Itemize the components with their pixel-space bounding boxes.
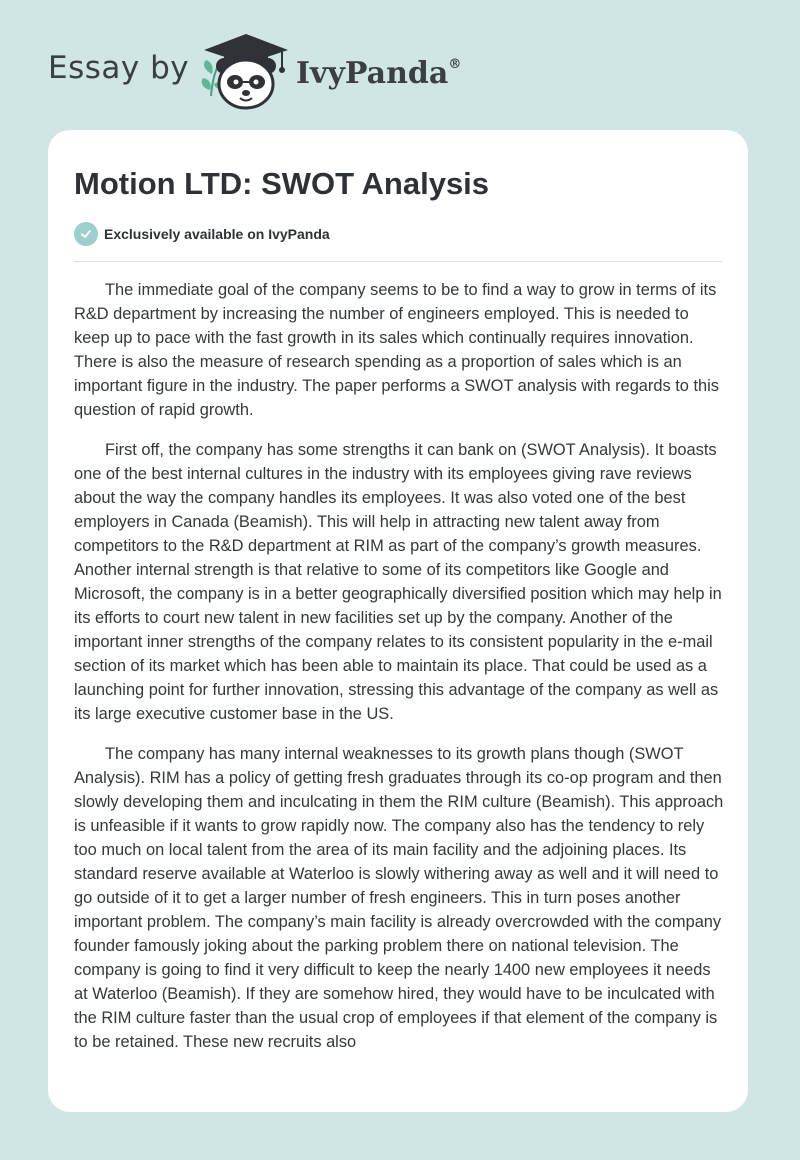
exclusive-label: Exclusively available on IvyPanda bbox=[104, 226, 330, 242]
brand-text: IvyPanda bbox=[296, 56, 449, 91]
essay-by-label: Essay by bbox=[48, 50, 190, 86]
registered-mark: ® bbox=[448, 57, 462, 72]
article-body bbox=[74, 278, 724, 1070]
site-header bbox=[0, 0, 800, 130]
ivypanda-logo-icon[interactable] bbox=[198, 30, 294, 110]
check-icon bbox=[74, 222, 98, 246]
article-card bbox=[48, 130, 748, 1112]
exclusive-badge bbox=[74, 222, 330, 246]
divider bbox=[74, 261, 722, 262]
paragraph: The immediate goal of the company seems to be to find a way to grow in terms of its R&D department by increasing the number of engineers employed. This is needed to keep up to pace with the fast growth in its sales which continually requires innovation. There is also the measure of research spending as a proportion of sales which is an important figure in the industry. The paper performs a SWOT analysis with regards to this question of rapid growth. bbox=[74, 281, 719, 419]
paragraph: First off, the company has some strengths it can bank on (SWOT Analysis). It boasts one of the best internal cultures in the industry with its employees giving rave reviews about the way the company handles its employees. It was also voted one of the best employers in Canada (Beamish). This will help in attracting new talent away from competitors to the R&D department at RIM as part of the company’s growth measures. Another internal strength is that relative to some of its competitors like Google and Microsoft, the company is in a better geographically diversified position which may help in its efforts to court new talent in new facilities set up by the company. Another of the important inner strengths of the company relates to its consistent popularity in the e-mail section of its market which has been able to maintain its place. That could be used as a launching point for further innovation, stressing this advantage of the company as well as its large executive customer base in the US. bbox=[74, 441, 722, 723]
page-title: Motion LTD: SWOT Analysis bbox=[74, 166, 490, 201]
paragraph: The company has many internal weaknesses to its growth plans though (SWOT Analysis). RIM has a policy of getting fresh graduates through its co-op program and then slowly developing them and inculcating in them the RIM culture (Beamish). This approach is unfeasible if it wants to grow rapidly now. The company also has the tendency to rely too much on local talent from the area of its main facility and the adjoining places. Its standard reserve available at Waterloo is slowly withering away as well and it will need to go outside of it to get a larger number of fresh engineers. This in turn poses another important problem. The company’s main facility is already overcrowded with the company founder famously joking about the parking problem there on national television. The company is going to find it very difficult to keep the nearly 1400 new employees it needs at Waterloo (Beamish). If they are somehow hired, they would have to be inculcated with the RIM culture faster than the usual crop of employees if that element of the company is to be retained. These new recruits also bbox=[74, 745, 724, 1051]
brand-name[interactable] bbox=[296, 56, 461, 91]
